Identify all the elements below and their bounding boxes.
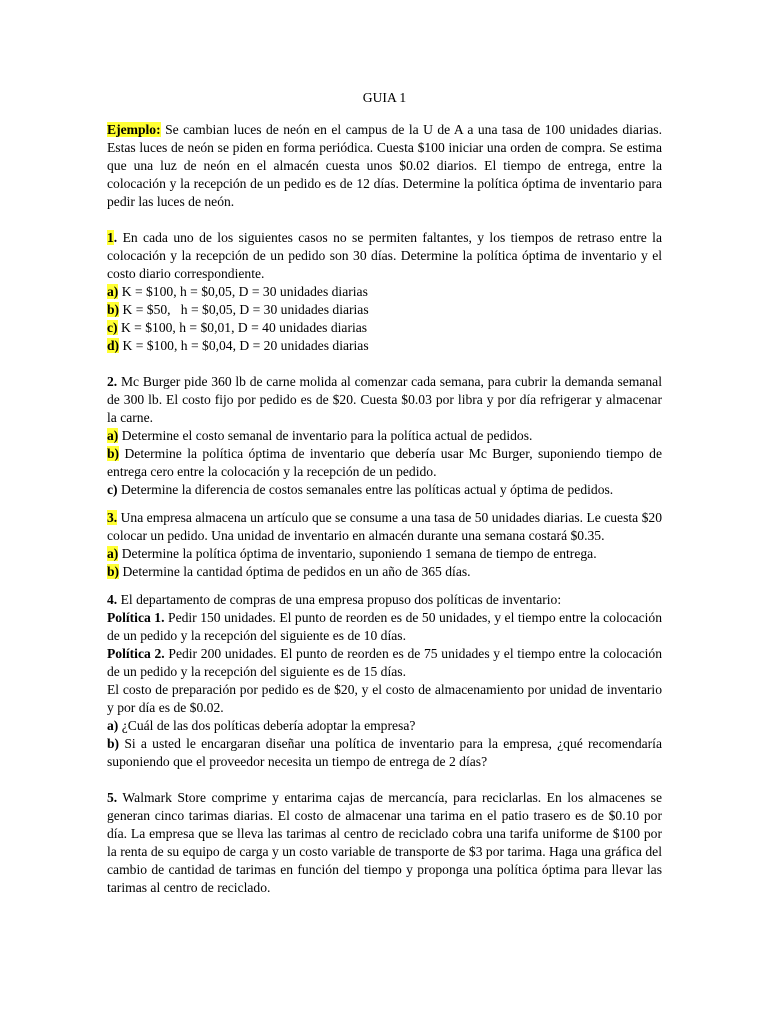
item-text: Determine la cantidad óptima de pedidos en un año de 365 días. [119, 564, 471, 579]
policy-2 [107, 645, 662, 681]
problem-5-text: Walmark Store comprime y entarima cajas de mercancía, para reciclarlas. En los almacenes se generan cinco tarimas diarias. El costo de almacenar una tarima en el patio trasero es de $0.10 por día. La empresa que se lleva las tarimas al centro de reciclado cobra una tarifa uniforme de $100 por la renta de su equipo de carga y un costo variable de transporte de $3 por tarima. Haga una gráfica del cambio de cantidad de tarimas en función del tiempo y proponga una política óptima para llevar las tarimas al centro de reciclado. [107, 790, 662, 895]
problem-2-item-c [107, 481, 662, 499]
example-label: Ejemplo: [107, 122, 161, 137]
policy-2-label: Política 2. [107, 646, 165, 661]
problem-2-statement [107, 373, 662, 427]
problem-1 [107, 229, 662, 355]
item-label: a) [107, 428, 119, 443]
problem-1-statement [107, 229, 662, 283]
problem-3-text: Una empresa almacena un artículo que se consume a una tasa de 50 unidades diarias. Le cuesta $20 colocar un pedido. Una unidad de inventario en almacén durante una semana costará $0.35. [107, 510, 662, 543]
problem-5 [107, 789, 662, 897]
item-label: c) [107, 482, 118, 497]
example-text: Se cambian luces de neón en el campus de la U de A a una tasa de 100 unidades diarias. Estas luces de neón se piden en forma periódica. Cuesta $100 iniciar una orden de compra. Se estima que una luz de neón en el almacén cuesta unos $0.02 diarios. El tiempo de entrega, entre la colocación y la recepción de un pedido es de 12 días. Determine la política óptima de inventario para pedir las luces de neón. [107, 122, 662, 209]
item-label: b) [107, 302, 120, 317]
problem-4-text: El departamento de compras de una empresa propuso dos políticas de inventario: [117, 592, 562, 607]
problem-4 [107, 591, 662, 771]
item-label: a) [107, 546, 119, 561]
item-text: Determine la política óptima de inventario, suponiendo 1 semana de tiempo de entrega. [118, 546, 597, 561]
item-text: Si a usted le encargaran diseñar una política de inventario para la empresa, ¿qué recomendaría suponiendo que el proveedor necesita un tiempo de entrega de 2 días? [107, 736, 662, 769]
item-text: K = $50, h = $0,05, D = 30 unidades diarias [119, 302, 369, 317]
item-label: a) [107, 284, 119, 299]
item-label: b) [107, 564, 120, 579]
problem-2 [107, 373, 662, 499]
problem-1-item-b [107, 301, 662, 319]
item-label: c) [107, 320, 118, 335]
item-text: K = $100, h = $0,01, D = 40 unidades diarias [117, 320, 368, 335]
problem-4-item-a [107, 717, 662, 735]
problem-4-number: 4. [107, 592, 118, 607]
problem-3-statement [107, 509, 662, 545]
item-label: d) [107, 338, 120, 353]
policy-1-text: Pedir 150 unidades. El punto de reorden es de 50 unidades, y el tiempo entre la colocación de un pedido y la recepción del siguiente es de 10 días. [107, 610, 662, 643]
policy-1 [107, 609, 662, 645]
problem-5-number: 5. [107, 790, 118, 805]
item-text: K = $100, h = $0,05, D = 30 unidades diarias [118, 284, 368, 299]
item-text: Determine la política óptima de inventario que debería usar Mc Burger, suponiendo tiempo de entrega cero entre la colocación y la recepción de un pedido. [107, 446, 662, 479]
policy-2-text: Pedir 200 unidades. El punto de reorden es de 75 unidades y el tiempo entre la colocación de un pedido y la recepción del siguiente es de 15 días. [107, 646, 662, 679]
problem-3-number: 3. [107, 510, 118, 525]
item-label: a) [107, 718, 119, 733]
item-text: Determine el costo semanal de inventario para la política actual de pedidos. [118, 428, 533, 443]
problem-1-item-a [107, 283, 662, 301]
problem-4-item-b [107, 735, 662, 771]
item-text: Determine la diferencia de costos semanales entre las políticas actual y óptima de pedidos. [117, 482, 614, 497]
example-paragraph [107, 121, 662, 211]
page-title: GUIA 1 [362, 90, 407, 105]
problem-2-text: Mc Burger pide 360 lb de carne molida al comenzar cada semana, para cubrir la demanda semanal de 300 lb. El costo fijo por pedido es de $20. Cuesta $0.03 por libra y por día refrigerar y almacenar la carne. [107, 374, 662, 425]
item-label: b) [107, 736, 120, 751]
problem-3-item-b [107, 563, 662, 581]
problem-2-item-b [107, 445, 662, 481]
item-label: b) [107, 446, 120, 461]
problem-4-costs: El costo de preparación por pedido es de $20, y el costo de almacenamiento por unidad de inventario y por día es de $0.02. [107, 682, 662, 715]
problem-2-number: 2. [107, 374, 118, 389]
item-text: ¿Cuál de las dos políticas debería adoptar la empresa? [118, 718, 416, 733]
problem-4-statement [107, 591, 662, 609]
problem-1-item-d [107, 337, 662, 355]
problem-1-number: 1 [107, 230, 114, 245]
problem-1-dot: . [113, 230, 118, 245]
problem-1-text: En cada uno de los siguientes casos no se permiten faltantes, y los tiempos de retraso entre la colocación y la recepción de un pedido son 30 días. Determine la política óptima de inventario y el costo diario correspondiente. [107, 230, 662, 281]
item-text: K = $100, h = $0,04, D = 20 unidades diarias [119, 338, 369, 353]
problem-3 [107, 509, 662, 581]
problem-3-item-a [107, 545, 662, 563]
problem-5-statement [107, 789, 662, 897]
policy-1-label: Política 1. [107, 610, 165, 625]
problem-2-item-a [107, 427, 662, 445]
problem-1-item-c [107, 319, 662, 337]
